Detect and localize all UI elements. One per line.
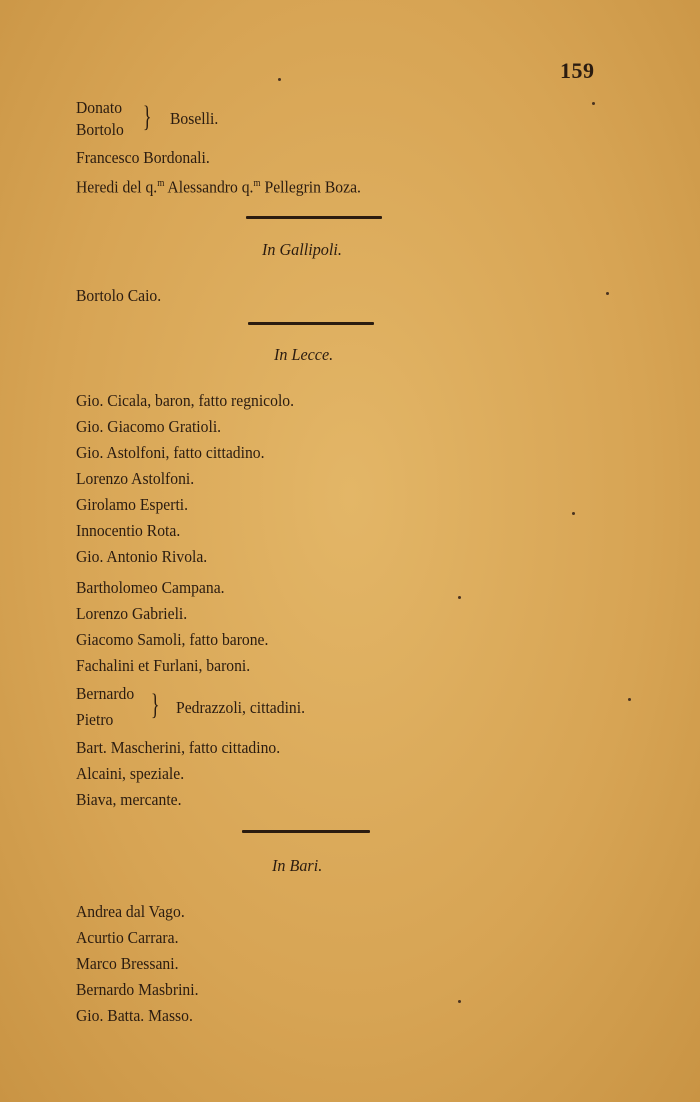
entry: Innocentio Rota. [76,521,181,540]
paper-speck [592,102,595,105]
paper-speck [458,596,461,599]
entry: Alcaini, speziale. [76,764,185,783]
given-name: Pietro [76,710,114,729]
given-name: Bortolo [76,120,124,139]
entry: Francesco Bordonali. [76,148,210,167]
entry: Biava, mercante. [76,790,182,809]
entry: Bortolo Caio. [76,286,162,305]
entry: Gio. Antonio Rivola. [76,547,208,566]
section-rule [246,216,382,219]
entry: Gio. Giacomo Gratioli. [76,417,222,436]
section-heading: In Bari. [272,856,323,875]
entry: Acurtio Carrara. [76,928,179,947]
brace: } [150,688,160,721]
entry: Gio. Cicala, baron, fatto regnicolo. [76,391,295,410]
entry: Gio. Astolfoni, fatto cittadino. [76,443,265,462]
surname: Pedrazzoli, cittadini. [176,698,305,717]
surname: Boselli. [170,109,219,128]
entry: Gio. Batta. Masso. [76,1006,193,1025]
entry: Lorenzo Gabrieli. [76,604,188,623]
section-rule [242,830,370,833]
paper-speck [278,78,281,81]
paper-speck [606,292,609,295]
given-name: Donato [76,98,123,117]
entry: Girolamo Esperti. [76,495,189,514]
entry: Bernardo Masbrini. [76,980,199,999]
page-number: 159 [560,58,595,83]
entry: Giacomo Samoli, fatto barone. [76,630,269,649]
entry: Fachalini et Furlani, baroni. [76,656,251,675]
paper-speck [572,512,575,515]
entry: Andrea dal Vago. [76,902,185,921]
section-heading: In Gallipoli. [262,240,342,259]
section-rule [248,322,374,325]
entry-heredi: Heredi del q.$^m$ Alessandro q.$^m$ Pellegrin Boza. [76,177,361,197]
paper-speck [628,698,631,701]
entry: Bart. Mascherini, fatto cittadino. [76,738,281,757]
paper-speck [458,1000,461,1003]
given-name: Bernardo [76,684,135,703]
entry: Bartholomeo Campana. [76,578,225,597]
brace: } [142,100,152,133]
section-heading: In Lecce. [274,345,334,364]
entry: Marco Bressani. [76,954,179,973]
entry: Lorenzo Astolfoni. [76,469,195,488]
